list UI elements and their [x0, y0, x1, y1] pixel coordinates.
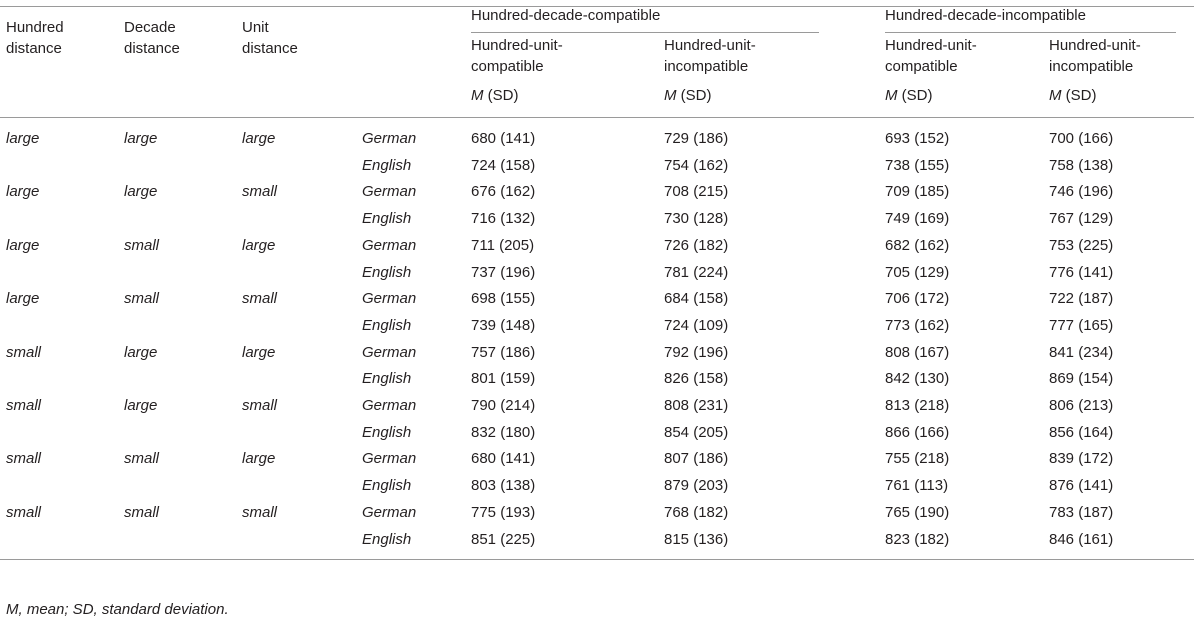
cell-value: 807 (186): [664, 450, 729, 468]
cell-decade-distance: [118, 313, 236, 340]
table-row: [0, 340, 1194, 367]
cell-language: German: [362, 236, 417, 254]
header-unit-line1: Unit: [242, 19, 269, 36]
sub-incompatible-1-line1: Hundred-unit-: [664, 37, 756, 54]
header-decade-line2: distance: [124, 40, 180, 57]
cell-value: 841 (234): [1049, 343, 1114, 361]
m-label-2: M: [664, 87, 677, 104]
cell-value: 803 (138): [471, 477, 536, 495]
cell-hundred-distance: [0, 420, 118, 447]
cell-language: English: [362, 530, 412, 548]
sub-incompatible-2: [1043, 35, 1194, 87]
cell-unit-distance: large: [242, 450, 276, 468]
cell-value: 806 (213): [1049, 397, 1114, 415]
cell-value: 705 (129): [885, 263, 950, 281]
table-row: [0, 233, 1194, 260]
header-group-incompatible: [849, 7, 1194, 36]
cell-value: 854 (205): [664, 423, 729, 441]
sub-incompatible-2-line2: incompatible: [1049, 58, 1134, 75]
cell-value: 755 (218): [885, 450, 950, 468]
cell-value: 709 (185): [885, 183, 950, 201]
cell-value: 761 (113): [885, 477, 949, 495]
cell-unit-distance: large: [242, 343, 276, 361]
cell-value: 839 (172): [1049, 450, 1114, 468]
table-row: [0, 473, 1194, 500]
msd-header-2: [658, 87, 849, 118]
cell-language: German: [362, 450, 417, 468]
cell-language: English: [362, 423, 412, 441]
sd-label-1: (SD): [483, 87, 519, 104]
msd-header-3: [849, 87, 1043, 118]
sub-incompatible-2-line1: Hundred-unit-: [1049, 37, 1141, 54]
table-row: [0, 206, 1194, 233]
table-row: [0, 366, 1194, 393]
msd-header-1: [465, 87, 658, 118]
cell-value: 706 (172): [885, 290, 950, 308]
cell-value: 783 (187): [1049, 503, 1114, 521]
cell-value: 856 (164): [1049, 423, 1114, 441]
m-label-3: M: [885, 87, 898, 104]
sub-compatible-2: [849, 35, 1043, 87]
cell-value: 698 (155): [471, 290, 536, 308]
cell-unit-distance: small: [242, 397, 278, 415]
cell-hundred-distance: [0, 153, 118, 180]
cell-hundred-distance: [0, 366, 118, 393]
cell-value: 682 (162): [885, 236, 950, 254]
cell-hundred-distance: small: [6, 397, 42, 415]
m-label-4: M: [1049, 87, 1062, 104]
cell-unit-distance: small: [242, 290, 278, 308]
cell-value: 813 (218): [885, 397, 950, 415]
cell-value: 775 (193): [471, 503, 536, 521]
cell-language: English: [362, 370, 412, 388]
cell-value: 749 (169): [885, 210, 950, 228]
cell-hundred-distance: large: [6, 236, 40, 254]
cell-value: 776 (141): [1049, 263, 1114, 281]
cell-value: 768 (182): [664, 503, 729, 521]
table-row: [0, 527, 1194, 560]
cell-value: 851 (225): [471, 530, 536, 548]
cell-value: 738 (155): [885, 156, 950, 174]
header-language-blank: [356, 7, 465, 118]
cell-language: German: [362, 343, 417, 361]
cell-unit-distance: [236, 473, 356, 500]
table-row: [0, 446, 1194, 473]
cell-unit-distance: small: [242, 503, 278, 521]
sub-compatible-2-line1: Hundred-unit-: [885, 37, 977, 54]
cell-hundred-distance: large: [6, 183, 40, 201]
cell-value: 680 (141): [471, 450, 536, 468]
cell-value: 729 (186): [664, 130, 729, 147]
cell-value: 879 (203): [664, 477, 729, 495]
cell-unit-distance: [236, 366, 356, 393]
cell-value: 722 (187): [1049, 290, 1114, 308]
header-hundred-distance: [0, 7, 118, 118]
m-label-1: M: [471, 87, 484, 104]
cell-hundred-distance: small: [6, 343, 42, 361]
cell-language: German: [362, 503, 417, 521]
cell-hundred-distance: [0, 206, 118, 233]
sub-compatible-2-line2: compatible: [885, 58, 958, 75]
cell-value: 693 (152): [885, 130, 950, 147]
sub-compatible-1-line1: Hundred-unit-: [471, 37, 563, 54]
cell-unit-distance: [236, 153, 356, 180]
cell-hundred-distance: [0, 260, 118, 287]
cell-value: 823 (182): [885, 530, 950, 548]
cell-value: 876 (141): [1049, 477, 1114, 495]
sd-label-3: (SD): [897, 87, 933, 104]
cell-value: 808 (167): [885, 343, 950, 361]
sd-label-2: (SD): [676, 87, 712, 104]
cell-language: English: [362, 316, 412, 334]
table-row: [0, 153, 1194, 180]
header-hundred-line2: distance: [6, 40, 62, 57]
cell-value: 758 (138): [1049, 156, 1114, 174]
header-decade-line1: Decade: [124, 19, 176, 36]
cell-decade-distance: [118, 366, 236, 393]
cell-value: 869 (154): [1049, 370, 1114, 388]
cell-value: 684 (158): [664, 290, 729, 308]
group-compatible-label: Hundred-decade-compatible: [471, 7, 819, 33]
cell-value: 724 (109): [664, 316, 729, 334]
header-unit-distance: [236, 7, 356, 118]
results-table: [0, 6, 1194, 560]
cell-language: English: [362, 210, 412, 228]
cell-value: 753 (225): [1049, 236, 1114, 254]
cell-language: German: [362, 183, 417, 201]
sub-compatible-1-line2: compatible: [471, 58, 544, 75]
cell-value: 757 (186): [471, 343, 536, 361]
group-incompatible-label: Hundred-decade-incompatible: [885, 7, 1176, 33]
sub-incompatible-1: [658, 35, 849, 87]
table-body: [0, 118, 1194, 560]
cell-unit-distance: [236, 527, 356, 560]
cell-decade-distance: large: [124, 397, 158, 415]
cell-hundred-distance: small: [6, 503, 42, 521]
header-group-compatible: [465, 7, 849, 36]
header-hundred-line1: Hundred: [6, 19, 64, 36]
cell-value: 737 (196): [471, 263, 536, 281]
cell-value: 808 (231): [664, 397, 729, 415]
cell-unit-distance: small: [242, 183, 278, 201]
cell-language: English: [362, 263, 412, 281]
cell-unit-distance: [236, 206, 356, 233]
cell-language: English: [362, 477, 412, 495]
cell-decade-distance: small: [124, 503, 160, 521]
cell-value: 724 (158): [471, 156, 536, 174]
cell-value: 781 (224): [664, 263, 729, 281]
cell-value: 754 (162): [664, 156, 729, 174]
table-row: [0, 179, 1194, 206]
cell-hundred-distance: [0, 473, 118, 500]
cell-value: 773 (162): [885, 316, 950, 334]
cell-value: 730 (128): [664, 210, 729, 228]
msd-header-4: [1043, 87, 1194, 118]
cell-value: 711 (205): [471, 236, 535, 254]
table-row: [0, 118, 1194, 153]
cell-hundred-distance: [0, 313, 118, 340]
cell-decade-distance: [118, 206, 236, 233]
cell-value: 739 (148): [471, 316, 536, 334]
cell-language: English: [362, 156, 412, 174]
cell-decade-distance: small: [124, 236, 160, 254]
cell-value: 801 (159): [471, 370, 536, 388]
cell-value: 815 (136): [664, 530, 729, 548]
footnote: M, mean; SD, standard deviation.: [6, 601, 229, 618]
sd-label-4: (SD): [1061, 87, 1097, 104]
cell-hundred-distance: large: [6, 130, 40, 147]
cell-value: 826 (158): [664, 370, 729, 388]
cell-decade-distance: large: [124, 343, 158, 361]
header-unit-line2: distance: [242, 40, 298, 57]
cell-value: 708 (215): [664, 183, 729, 201]
cell-language: German: [362, 397, 417, 415]
cell-unit-distance: large: [242, 130, 276, 147]
cell-value: 746 (196): [1049, 183, 1114, 201]
cell-value: 676 (162): [471, 183, 536, 201]
cell-language: German: [362, 130, 417, 147]
cell-decade-distance: [118, 153, 236, 180]
cell-value: 680 (141): [471, 130, 536, 147]
cell-value: 832 (180): [471, 423, 536, 441]
cell-language: German: [362, 290, 417, 308]
cell-unit-distance: [236, 260, 356, 287]
cell-decade-distance: large: [124, 183, 158, 201]
cell-unit-distance: large: [242, 236, 276, 254]
table-row: [0, 500, 1194, 527]
cell-value: 790 (214): [471, 397, 536, 415]
cell-decade-distance: [118, 420, 236, 447]
sub-incompatible-1-line2: incompatible: [664, 58, 749, 75]
cell-value: 792 (196): [664, 343, 729, 361]
table-row: [0, 286, 1194, 313]
cell-unit-distance: [236, 313, 356, 340]
cell-decade-distance: [118, 527, 236, 560]
cell-decade-distance: large: [124, 130, 158, 147]
cell-decade-distance: small: [124, 450, 160, 468]
cell-value: 846 (161): [1049, 530, 1114, 548]
cell-value: 767 (129): [1049, 210, 1114, 228]
cell-decade-distance: [118, 473, 236, 500]
cell-value: 700 (166): [1049, 130, 1114, 147]
cell-decade-distance: small: [124, 290, 160, 308]
cell-value: 842 (130): [885, 370, 950, 388]
table-row: [0, 313, 1194, 340]
table-row: [0, 260, 1194, 287]
table-row: [0, 393, 1194, 420]
table-row: [0, 420, 1194, 447]
cell-decade-distance: [118, 260, 236, 287]
cell-unit-distance: [236, 420, 356, 447]
cell-hundred-distance: small: [6, 450, 42, 468]
cell-value: 777 (165): [1049, 316, 1114, 334]
cell-value: 726 (182): [664, 236, 729, 254]
cell-value: 866 (166): [885, 423, 950, 441]
cell-hundred-distance: [0, 527, 118, 560]
cell-value: 716 (132): [471, 210, 536, 228]
header-decade-distance: [118, 7, 236, 118]
cell-value: 765 (190): [885, 503, 950, 521]
sub-compatible-1: [465, 35, 658, 87]
cell-hundred-distance: large: [6, 290, 40, 308]
